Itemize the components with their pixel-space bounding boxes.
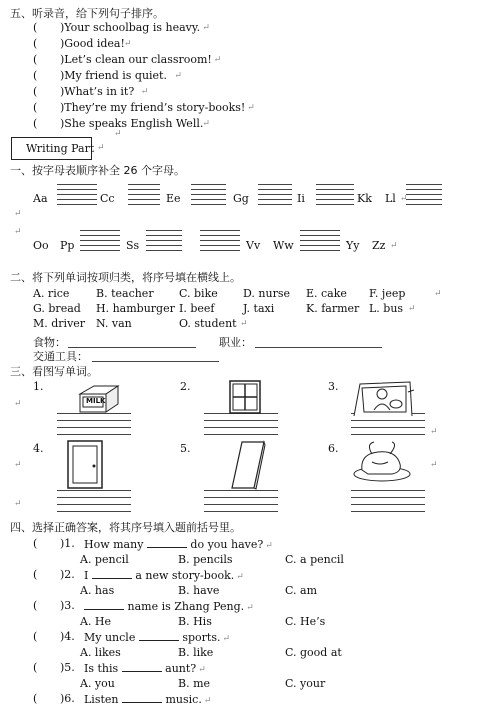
word-option: N. van <box>96 317 132 330</box>
letter-writing-line[interactable] <box>191 184 226 185</box>
letter-Ll: Ll <box>385 192 396 205</box>
picture-number: 5. <box>180 442 191 455</box>
letter-Ss: Ss <box>126 239 140 252</box>
return-mark: ↵ <box>14 209 22 219</box>
letter-writing-line[interactable] <box>406 194 442 195</box>
letter-writing-line[interactable] <box>258 204 292 205</box>
answer-paren[interactable]: ( <box>33 69 38 82</box>
word-writing-line[interactable] <box>204 490 278 491</box>
return-mark: ↵ <box>14 227 22 237</box>
word-writing-line[interactable] <box>351 427 425 428</box>
letter-writing-line[interactable] <box>80 245 120 246</box>
word-writing-line[interactable] <box>351 511 425 512</box>
sentence-item: )Your schoolbag is heavy. <box>60 21 201 34</box>
letter-writing-line[interactable] <box>80 235 120 236</box>
job-label: 职业： <box>219 336 252 349</box>
question-post: name is Zhang Peng. <box>124 600 245 613</box>
food-answer-line[interactable] <box>68 347 196 348</box>
answer-paren[interactable]: ( <box>33 37 38 50</box>
word-option: B. teacher <box>96 287 154 300</box>
letter-writing-line[interactable] <box>57 204 97 205</box>
return-mark: ↵ <box>265 541 273 551</box>
return-mark: ↵ <box>140 87 149 97</box>
return-mark: ↵ <box>14 399 22 409</box>
question-text <box>84 569 244 582</box>
answer-paren[interactable]: ( <box>33 53 38 66</box>
letter-writing-line[interactable] <box>200 245 240 246</box>
food-label: 食物： <box>33 336 66 349</box>
answer-option[interactable]: C. am <box>285 584 318 597</box>
letter-writing-line[interactable] <box>80 250 120 251</box>
word-option: G. bread <box>33 302 81 315</box>
question-post: aunt? <box>161 662 197 675</box>
return-mark: ↵ <box>213 55 222 65</box>
letter-writing-line[interactable] <box>200 250 240 251</box>
question-pre: I <box>84 569 92 582</box>
letter-writing-line[interactable] <box>316 189 354 190</box>
section3-title: 三、看图写单词。 <box>10 365 98 378</box>
word-writing-line[interactable] <box>204 427 278 428</box>
word-option: I. beef <box>179 302 215 315</box>
question-number: )6. <box>60 692 75 705</box>
letter-writing-line[interactable] <box>258 189 292 190</box>
answer-option[interactable]: C. He’s <box>285 615 326 628</box>
window-image <box>229 380 261 414</box>
letter-Gg: Gg <box>233 192 249 205</box>
letter-Pp: Pp <box>60 239 75 252</box>
question-number: )2. <box>60 568 75 581</box>
answer-paren[interactable]: ( <box>33 21 38 34</box>
question-number: )4. <box>60 630 75 643</box>
word-writing-line[interactable] <box>351 434 425 435</box>
answer-paren[interactable]: ( <box>33 117 38 130</box>
return-mark: ↵ <box>202 23 210 33</box>
word-writing-line[interactable] <box>57 497 131 498</box>
question-post: sports. <box>178 631 221 644</box>
letter-writing-line[interactable] <box>258 184 292 185</box>
word-writing-line[interactable] <box>57 511 131 512</box>
letter-Vv: Vv <box>246 239 261 252</box>
word-option: L. bus <box>369 302 404 315</box>
letter-writing-line[interactable] <box>300 240 340 241</box>
picture-number: 6. <box>328 442 339 455</box>
answer-option[interactable]: A. has <box>80 584 115 597</box>
question-blank[interactable] <box>122 693 162 703</box>
word-writing-line[interactable] <box>204 497 278 498</box>
answer-paren[interactable]: ( <box>33 630 38 643</box>
word-writing-line[interactable] <box>57 434 131 435</box>
return-mark: ↵ <box>202 119 210 129</box>
answer-option[interactable]: C. your <box>285 677 326 690</box>
picture-number: 1. <box>33 380 44 393</box>
return-mark: ↵ <box>14 460 22 470</box>
picture-number: 2. <box>180 380 191 393</box>
letter-writing-line[interactable] <box>258 199 292 200</box>
roast-chicken-image <box>352 440 412 482</box>
return-mark: ↵ <box>434 289 442 299</box>
return-mark: ↵ <box>124 39 132 49</box>
word-option: D. nurse <box>243 287 291 300</box>
answer-option[interactable]: A. He <box>80 615 112 628</box>
letter-Kk: Kk <box>357 192 372 205</box>
letter-writing-line[interactable] <box>57 189 97 190</box>
answer-paren[interactable]: ( <box>33 568 38 581</box>
picture-number: 3. <box>328 380 339 393</box>
answer-option[interactable]: B. His <box>178 615 212 628</box>
return-mark: ↵ <box>240 319 248 329</box>
question-number: )1. <box>60 537 75 550</box>
return-mark: ↵ <box>97 143 105 153</box>
letter-writing-line[interactable] <box>80 240 120 241</box>
letter-writing-line[interactable] <box>146 230 182 231</box>
letter-writing-line[interactable] <box>146 235 182 236</box>
letter-Aa: Aa <box>33 192 48 205</box>
question-text <box>84 631 230 644</box>
question-number: )5. <box>60 661 75 674</box>
word-option: H. hamburger <box>96 302 175 315</box>
letter-writing-line[interactable] <box>406 184 442 185</box>
driver-image <box>352 378 414 418</box>
question-post: a new story-book. <box>131 569 235 582</box>
letter-writing-line[interactable] <box>300 245 340 246</box>
word-writing-line[interactable] <box>351 504 425 505</box>
picture-number: 4. <box>33 442 44 455</box>
word-option: F. jeep <box>369 287 406 300</box>
word-writing-line[interactable] <box>57 427 131 428</box>
return-mark: ↵ <box>236 572 244 582</box>
letter-Ii: Ii <box>297 192 305 205</box>
letter-writing-line[interactable] <box>300 230 340 231</box>
letter-writing-line[interactable] <box>200 235 240 236</box>
word-option: K. farmer <box>306 302 360 315</box>
question-post: music. <box>161 693 202 706</box>
return-mark: ↵ <box>247 103 255 113</box>
word-writing-line[interactable] <box>57 420 131 421</box>
letter-writing-line[interactable] <box>57 194 97 195</box>
answer-paren[interactable]: ( <box>33 101 38 114</box>
letter-writing-line[interactable] <box>316 194 354 195</box>
letter-writing-line[interactable] <box>57 199 97 200</box>
letter-writing-line[interactable] <box>406 189 442 190</box>
answer-option[interactable]: C. good at <box>285 646 342 659</box>
answer-paren[interactable]: ( <box>33 661 38 674</box>
question-blank[interactable] <box>139 631 179 641</box>
job-answer-line[interactable] <box>255 347 382 348</box>
section5-title: 五、听录音，给下列句子排序。 <box>10 7 164 20</box>
question-pre: My uncle <box>84 631 139 644</box>
word-option: M. driver <box>33 317 86 330</box>
word-writing-line[interactable] <box>57 504 131 505</box>
question-blank[interactable] <box>147 538 187 548</box>
letter-writing-line[interactable] <box>57 184 97 185</box>
word-option: J. taxi <box>243 302 275 315</box>
question-blank[interactable] <box>122 662 162 672</box>
word-option: A. rice <box>33 287 70 300</box>
sentence-item: )What’s in it? <box>60 85 135 98</box>
letter-writing-line[interactable] <box>146 250 182 251</box>
letter-Ee: Ee <box>166 192 181 205</box>
return-mark: ↵ <box>430 427 438 437</box>
letter-writing-line[interactable] <box>146 240 182 241</box>
word-writing-line[interactable] <box>351 420 425 421</box>
letter-Yy: Yy <box>346 239 360 252</box>
answer-option[interactable]: B. pencils <box>178 553 233 566</box>
word-writing-line[interactable] <box>204 511 278 512</box>
transport-answer-line[interactable] <box>92 361 219 362</box>
letter-writing-line[interactable] <box>406 199 442 200</box>
question-pre: Is this <box>84 662 122 675</box>
return-mark: ↵ <box>430 460 438 470</box>
answer-paren[interactable]: ( <box>33 692 38 705</box>
letter-writing-line[interactable] <box>80 230 120 231</box>
letter-writing-line[interactable] <box>191 194 226 195</box>
return-mark: ↵ <box>174 71 182 81</box>
letter-writing-line[interactable] <box>191 199 226 200</box>
letter-writing-line[interactable] <box>128 184 160 185</box>
word-option: C. bike <box>179 287 218 300</box>
question-text <box>84 662 206 675</box>
letter-writing-line[interactable] <box>406 204 442 205</box>
letter-writing-line[interactable] <box>191 189 226 190</box>
letter-Ww: Ww <box>273 239 294 252</box>
answer-paren[interactable]: ( <box>33 85 38 98</box>
section2-title: 二、将下列单词按项归类，将序号填在横线上。 <box>10 271 241 284</box>
letter-writing-line[interactable] <box>316 184 354 185</box>
sentence-item: )Let’s clean our classroom! <box>60 53 212 66</box>
section4-title: 四、选择正确答案，将其序号填入题前括号里。 <box>10 521 241 534</box>
answer-option[interactable]: C. a pencil <box>285 553 344 566</box>
question-blank[interactable] <box>92 569 132 579</box>
word-option: E. cake <box>306 287 347 300</box>
letter-Oo: Oo <box>33 239 49 252</box>
sentence-item: )She speaks English Well. <box>60 117 204 130</box>
transport-label: 交通工具： <box>33 350 88 363</box>
writing-part-label: Writing Part <box>26 142 95 155</box>
return-mark: ↵ <box>408 304 416 314</box>
answer-paren[interactable]: ( <box>33 537 38 550</box>
word-writing-line[interactable] <box>204 504 278 505</box>
letter-writing-line[interactable] <box>316 199 354 200</box>
word-writing-line[interactable] <box>351 490 425 491</box>
answer-option[interactable]: B. have <box>178 584 220 597</box>
word-writing-line[interactable] <box>351 497 425 498</box>
sentence-item: )Good idea! <box>60 37 125 50</box>
sentence-item: )My friend is quiet. <box>60 69 167 82</box>
question-post: do you have? <box>186 538 264 551</box>
word-writing-line[interactable] <box>204 420 278 421</box>
return-mark: ↵ <box>198 665 206 675</box>
return-mark: ↵ <box>203 696 212 706</box>
letter-writing-line[interactable] <box>300 235 340 236</box>
letter-Zz: Zz <box>372 239 386 252</box>
return-mark: ↵ <box>390 241 398 251</box>
answer-option[interactable]: A. pencil <box>80 553 129 566</box>
letter-writing-line[interactable] <box>146 245 182 246</box>
letter-Cc: Cc <box>100 192 115 205</box>
question-pre: Listen <box>84 693 122 706</box>
word-option: O. student <box>179 317 237 330</box>
return-mark: ↵ <box>222 634 231 644</box>
question-text <box>84 600 254 613</box>
question-number: )3. <box>60 599 75 612</box>
letter-writing-line[interactable] <box>316 204 354 205</box>
milk-label: MILK <box>86 397 106 405</box>
return-mark: ↵ <box>14 499 22 509</box>
letter-writing-line[interactable] <box>300 250 340 251</box>
letter-writing-line[interactable] <box>200 230 240 231</box>
word-writing-line[interactable] <box>204 434 278 435</box>
answer-option[interactable]: A. you <box>80 677 115 690</box>
answer-paren[interactable]: ( <box>33 599 38 612</box>
book-image <box>230 440 266 490</box>
return-mark: ↵ <box>400 194 408 204</box>
letter-writing-line[interactable] <box>258 194 292 195</box>
letter-writing-line[interactable] <box>128 189 160 190</box>
return-mark: ↵ <box>114 129 122 139</box>
question-pre: How many <box>84 538 147 551</box>
question-text <box>84 693 211 706</box>
letter-writing-line[interactable] <box>128 199 160 200</box>
sentence-item: )They’re my friend’s story-books! <box>60 101 246 114</box>
question-text <box>84 538 273 551</box>
letter-writing-line[interactable] <box>128 194 160 195</box>
letter-writing-line[interactable] <box>128 204 160 205</box>
answer-option[interactable]: B. me <box>178 677 211 690</box>
question-blank[interactable] <box>84 600 124 610</box>
answer-option[interactable]: B. like <box>178 646 214 659</box>
word-writing-line[interactable] <box>57 490 131 491</box>
answer-option[interactable]: A. likes <box>80 646 121 659</box>
letter-writing-line[interactable] <box>191 204 226 205</box>
section1-title: 一、按字母表顺序补全 26 个字母。 <box>10 164 185 177</box>
return-mark: ↵ <box>246 603 254 613</box>
letter-writing-line[interactable] <box>200 240 240 241</box>
door-image <box>66 440 104 490</box>
